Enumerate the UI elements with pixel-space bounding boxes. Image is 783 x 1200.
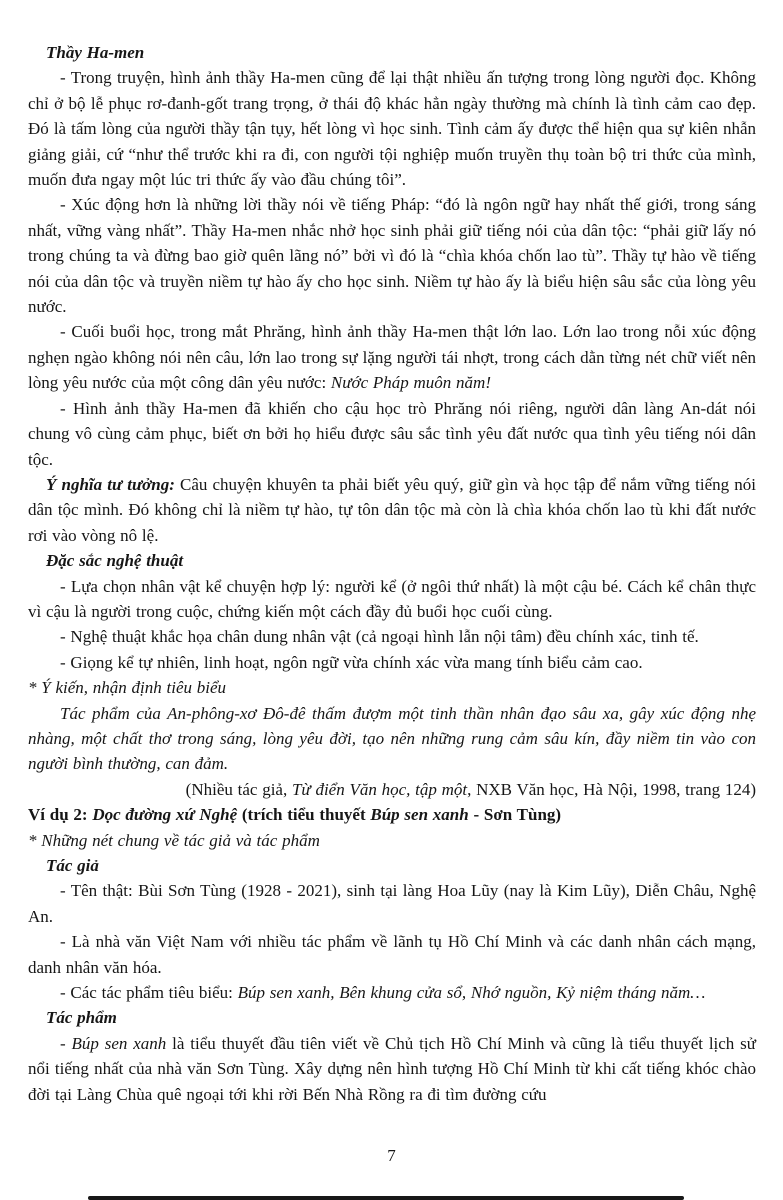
- text-segment: Búp sen xanh: [370, 805, 469, 825]
- paragraph: [28, 574, 756, 625]
- paragraph: [28, 802, 756, 827]
- paragraph: [28, 548, 756, 573]
- text-segment: - Là nhà văn Việt Nam với nhiều tác phẩm về lãnh tụ Hồ Chí Minh và các danh nhân cách mạng, danh nhân văn hóa.: [28, 932, 756, 977]
- text-segment: - Tên thật: Bùi Sơn Tùng (1928 - 2021), sinh tại làng Hoa Lũy (nay là Kim Lũy), Diễn Châu, Nghệ An.: [28, 881, 756, 926]
- text-segment: - Giọng kể tự nhiên, linh hoạt, ngôn ngữ vừa chính xác vừa mang tính biểu cảm cao.: [60, 652, 643, 672]
- text-segment: , NXB Văn học, Hà Nội, 1998, trang 124): [467, 779, 756, 799]
- text-segment: - Nghệ thuật khắc họa chân dung nhân vật (cả ngoại hình lẫn nội tâm) đều chính xác, tinh tế.: [60, 627, 699, 647]
- paragraph: [28, 675, 756, 700]
- paragraph: [28, 878, 756, 929]
- paragraph: [28, 319, 756, 395]
- text-segment: - Trong truyện, hình ảnh thầy Ha-men cũng để lại thật nhiều ấn tượng trong lòng người đọc. Không chỉ ở bộ lễ phục rơ-đanh-gốt trang trọng, ở thái độ khác hẳn ngày thường mà chính là tình cảm cao đẹp. Đó là tấm lòng của người thầy tận tụy, hết lòng vì học sinh. Tình cảm ấy được thể hiện qua sự kiên nhẫn giảng giải, cứ “như thể trước khi ra đi, con người tội nghiệp muốn truyền thụ toàn bộ tri thức của mình, muốn đưa ngay một lúc tri thức ấy vào đầu chúng tôi”.: [28, 68, 756, 190]
- text-segment: - Hình ảnh thầy Ha-men đã khiến cho cậu học trò Phrăng nói riêng, người dân làng An-dát nói chung vô cùng cảm phục, biết ơn bởi họ hiểu được sâu sắc tình yêu đất nước qua tình yêu tiếng nói dân tộc.: [28, 398, 756, 469]
- page-number: 7: [387, 1146, 396, 1165]
- text-segment: Tác phẩm của An-phông-xơ Đô-đê thấm đượm một tinh thần nhân đạo sâu xa, gây xúc động nhẹ nhàng, một chất thơ trong sáng, lòng yêu đời, tạo nên những rung cảm sâu kín, đầy niềm tin vào con người bình thường, can đảm.: [28, 703, 756, 774]
- text-segment: - Xúc động hơn là những lời thầy nói về tiếng Pháp: “đó là ngôn ngữ hay nhất thế giới, trong sáng nhất, vững vàng nhất”. Thầy Ha-men nhắc nhở học sinh phải giữ tiếng nói của dân tộc: “phải giữ lấy nó trong chúng ta và đừng bao giờ quên lãng nó” bởi vì đó là “chìa khóa chốn lao tù”. Thầy tự hào về tiếng nói của dân tộc và truyền niềm tự hào ấy cho học sinh. Niềm tự hào ấy là biểu hiện sâu sắc của lòng yêu nước.: [28, 195, 756, 317]
- text-segment: Búp sen xanh: [71, 1033, 167, 1053]
- paragraph: [28, 777, 756, 802]
- text-segment: Đặc sắc nghệ thuật: [46, 551, 184, 571]
- text-segment: Búp sen xanh, Bên khung cửa sổ, Nhớ nguồn, Kỷ niệm tháng năm…: [237, 983, 706, 1003]
- paragraph: [28, 65, 756, 192]
- paragraph: [28, 929, 756, 980]
- text-segment: Từ điển Văn học, tập một: [291, 779, 468, 799]
- text-segment: -: [60, 1033, 72, 1053]
- paragraph: [28, 192, 756, 319]
- paragraph: [28, 853, 756, 878]
- text-segment: Ví dụ 2:: [28, 805, 93, 825]
- paragraph: [28, 40, 756, 65]
- text-segment: Ý nghĩa tư tưởng:: [46, 474, 175, 494]
- paragraph: [28, 472, 756, 548]
- paragraph: [28, 828, 756, 853]
- paragraph: [28, 1031, 756, 1107]
- text-segment: * Những nét chung về tác giả và tác phẩm: [28, 830, 320, 850]
- text-segment: * Ý kiến, nhận định tiêu biểu: [28, 678, 227, 698]
- paragraph: [28, 1005, 756, 1030]
- text-segment: (trích tiểu thuyết: [241, 805, 371, 825]
- text-segment: (Nhiều tác giả,: [185, 779, 292, 799]
- text-segment: - Các tác phẩm tiêu biểu:: [60, 983, 238, 1003]
- text-segment: Câu chuyện khuyên ta phải biết yêu quý, giữ gìn và học tập để nắm vững tiếng nói dân tộc mình. Đó không chỉ là niềm tự hào, tự tôn dân tộc mà còn là chìa khóa chốn lao tù khi đất nước rơi vào vòng nô lệ.: [28, 474, 756, 545]
- paragraph: [28, 650, 756, 675]
- text-segment: Dọc đường xứ Nghệ: [92, 805, 242, 825]
- paragraph: [28, 396, 756, 472]
- text-segment: Thầy Ha-men: [46, 43, 145, 62]
- scan-edge-artifact: [88, 1196, 684, 1200]
- paragraph: [28, 701, 756, 777]
- paragraph: [28, 980, 756, 1005]
- text-segment: là tiểu thuyết đầu tiên viết về Chủ tịch Hồ Chí Minh và cũng là tiểu thuyết lịch sử nổi tiếng nhất của nhà văn Sơn Tùng. Xây dựng nên hình tượng Hồ Chí Minh từ khi cất tiếng khóc chào đời tại Làng Chùa quê ngoại tới khi rời Bến Nhà Rồng ra đi tìm đường cứu: [28, 1033, 756, 1104]
- text-segment: - Cuối buổi học, trong mắt Phrăng, hình ảnh thầy Ha-men thật lớn lao. Lớn lao trong nỗi xúc động nghẹn ngào không nói nên câu, lớn lao trong sự lặng người tái nhợt, trong cách dằn từng nét chữ viết nên lòng yêu nước của một công dân yêu nước:: [28, 322, 756, 393]
- text-segment: Tác giả: [46, 856, 99, 875]
- text-segment: Tác phẩm: [46, 1008, 117, 1028]
- paragraph: [28, 624, 756, 649]
- text-segment: - Sơn Tùng): [468, 805, 562, 825]
- text-segment: Nước Pháp muôn năm!: [330, 373, 491, 393]
- text-segment: - Lựa chọn nhân vật kể chuyện hợp lý: người kể (ở ngôi thứ nhất) là một cậu bé. Cách kể chân thực vì cậu là người trong cuộc, chứng kiến một cách đầy đủ buổi học cuối cùng.: [28, 576, 756, 621]
